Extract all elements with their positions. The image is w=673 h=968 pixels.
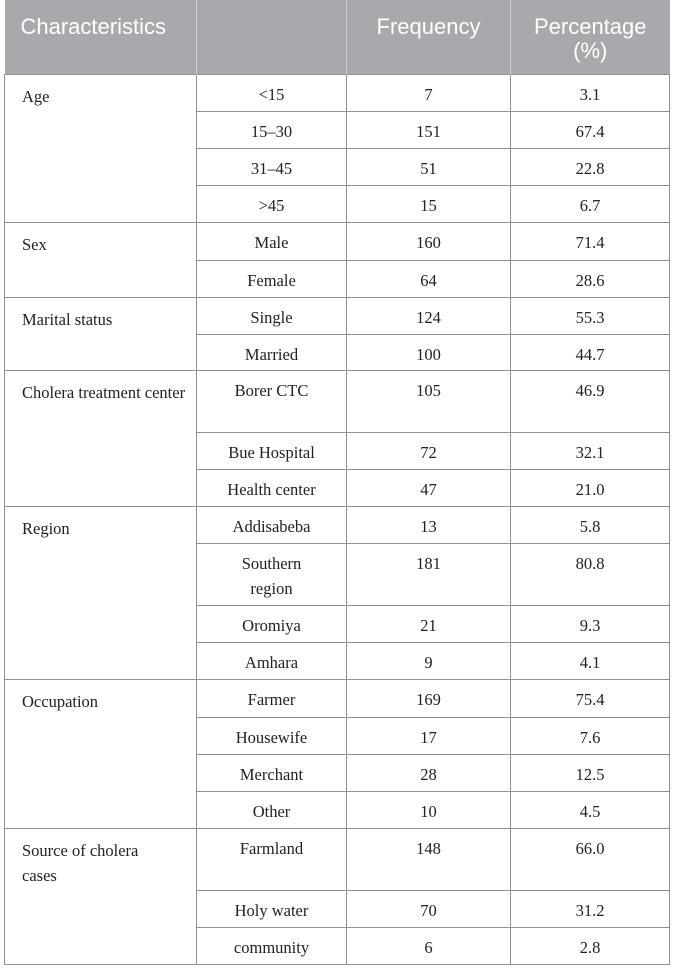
- percentage-cell: 4.1: [511, 643, 670, 680]
- frequency-cell: 70: [347, 891, 511, 928]
- category-cell-occupation: Occupation: [5, 680, 197, 829]
- subcategory-cell: 15–30: [197, 112, 347, 149]
- table-header: [5, 0, 670, 75]
- header-blank: [197, 0, 347, 75]
- percentage-cell: 12.5: [511, 755, 670, 792]
- table-row: [5, 298, 670, 335]
- frequency-cell: 181: [347, 544, 511, 606]
- percentage-cell: 71.4: [511, 223, 670, 261]
- frequency-cell: 148: [347, 829, 511, 891]
- subcategory-cell: Bue Hospital: [197, 433, 347, 470]
- subcategory-cell: Addisabeba: [197, 507, 347, 544]
- frequency-cell: 47: [347, 470, 511, 507]
- percentage-cell: 2.8: [511, 928, 670, 965]
- frequency-cell: 151: [347, 112, 511, 149]
- characteristics-table: [4, 0, 670, 965]
- frequency-cell: 17: [347, 718, 511, 755]
- subcategory-cell: Holy water: [197, 891, 347, 928]
- percentage-cell: 66.0: [511, 829, 670, 891]
- frequency-cell: 64: [347, 261, 511, 298]
- percentage-cell: 46.9: [511, 371, 670, 433]
- subcategory-cell: <15: [197, 75, 347, 112]
- percentage-cell: 9.3: [511, 606, 670, 643]
- subcategory-cell: Borer CTC: [197, 371, 347, 433]
- percentage-cell: 22.8: [511, 149, 670, 186]
- frequency-cell: 105: [347, 371, 511, 433]
- percentage-cell: 44.7: [511, 335, 670, 371]
- category-cell-age: Age: [5, 75, 197, 223]
- subcategory-cell: Single: [197, 298, 347, 335]
- percentage-cell: 4.5: [511, 792, 670, 829]
- percentage-cell: 28.6: [511, 261, 670, 298]
- frequency-cell: 100: [347, 335, 511, 371]
- frequency-cell: 169: [347, 680, 511, 718]
- category-cell-sex: Sex: [5, 223, 197, 298]
- frequency-cell: 6: [347, 928, 511, 965]
- frequency-cell: 10: [347, 792, 511, 829]
- subcategory-cell: Married: [197, 335, 347, 371]
- frequency-cell: 160: [347, 223, 511, 261]
- subcategory-cell: Merchant: [197, 755, 347, 792]
- percentage-cell: 21.0: [511, 470, 670, 507]
- percentage-cell: 67.4: [511, 112, 670, 149]
- subcategory-cell: Amhara: [197, 643, 347, 680]
- subcategory-cell: Health center: [197, 470, 347, 507]
- table-row: [5, 75, 670, 112]
- table-row: [5, 829, 670, 891]
- frequency-cell: 21: [347, 606, 511, 643]
- subcategory-cell: Farmland: [197, 829, 347, 891]
- percentage-cell: 80.8: [511, 544, 670, 606]
- subcategory-cell: Oromiya: [197, 606, 347, 643]
- percentage-cell: 55.3: [511, 298, 670, 335]
- subcategory-label: Southern region: [241, 554, 302, 598]
- percentage-cell: 3.1: [511, 75, 670, 112]
- table-row: [5, 223, 670, 261]
- percentage-cell: 31.2: [511, 891, 670, 928]
- percentage-cell: 75.4: [511, 680, 670, 718]
- percentage-cell: 7.6: [511, 718, 670, 755]
- frequency-cell: 15: [347, 186, 511, 223]
- percentage-cell: 32.1: [511, 433, 670, 470]
- category-cell-region: Region: [5, 507, 197, 680]
- frequency-cell: 124: [347, 298, 511, 335]
- frequency-cell: 51: [347, 149, 511, 186]
- subcategory-cell: Housewife: [197, 718, 347, 755]
- subcategory-cell: Other: [197, 792, 347, 829]
- category-label: Source of cholera cases: [22, 841, 139, 885]
- frequency-cell: 9: [347, 643, 511, 680]
- subcategory-cell: community: [197, 928, 347, 965]
- header-frequency: Frequency: [347, 0, 511, 75]
- table-body: [5, 75, 670, 965]
- subcategory-cell: 31–45: [197, 149, 347, 186]
- frequency-cell: 28: [347, 755, 511, 792]
- subcategory-cell: >45: [197, 186, 347, 223]
- category-cell-treatment-center: Cholera treatment center: [5, 371, 197, 507]
- subcategory-cell: Farmer: [197, 680, 347, 718]
- frequency-cell: 13: [347, 507, 511, 544]
- table-row: [5, 371, 670, 433]
- percentage-cell: 5.8: [511, 507, 670, 544]
- header-characteristics: Characteristics: [20, 14, 166, 39]
- category-cell-marital-status: Marital status: [5, 298, 197, 371]
- header-percentage: Percentage (%): [511, 0, 670, 75]
- frequency-cell: 7: [347, 75, 511, 112]
- subcategory-cell: [197, 544, 347, 606]
- category-cell-source: [5, 829, 197, 965]
- frequency-cell: 72: [347, 433, 511, 470]
- subcategory-cell: Female: [197, 261, 347, 298]
- subcategory-cell: Male: [197, 223, 347, 261]
- header-row: [5, 0, 670, 75]
- table-row: [5, 507, 670, 544]
- percentage-cell: 6.7: [511, 186, 670, 223]
- table-row: [5, 680, 670, 718]
